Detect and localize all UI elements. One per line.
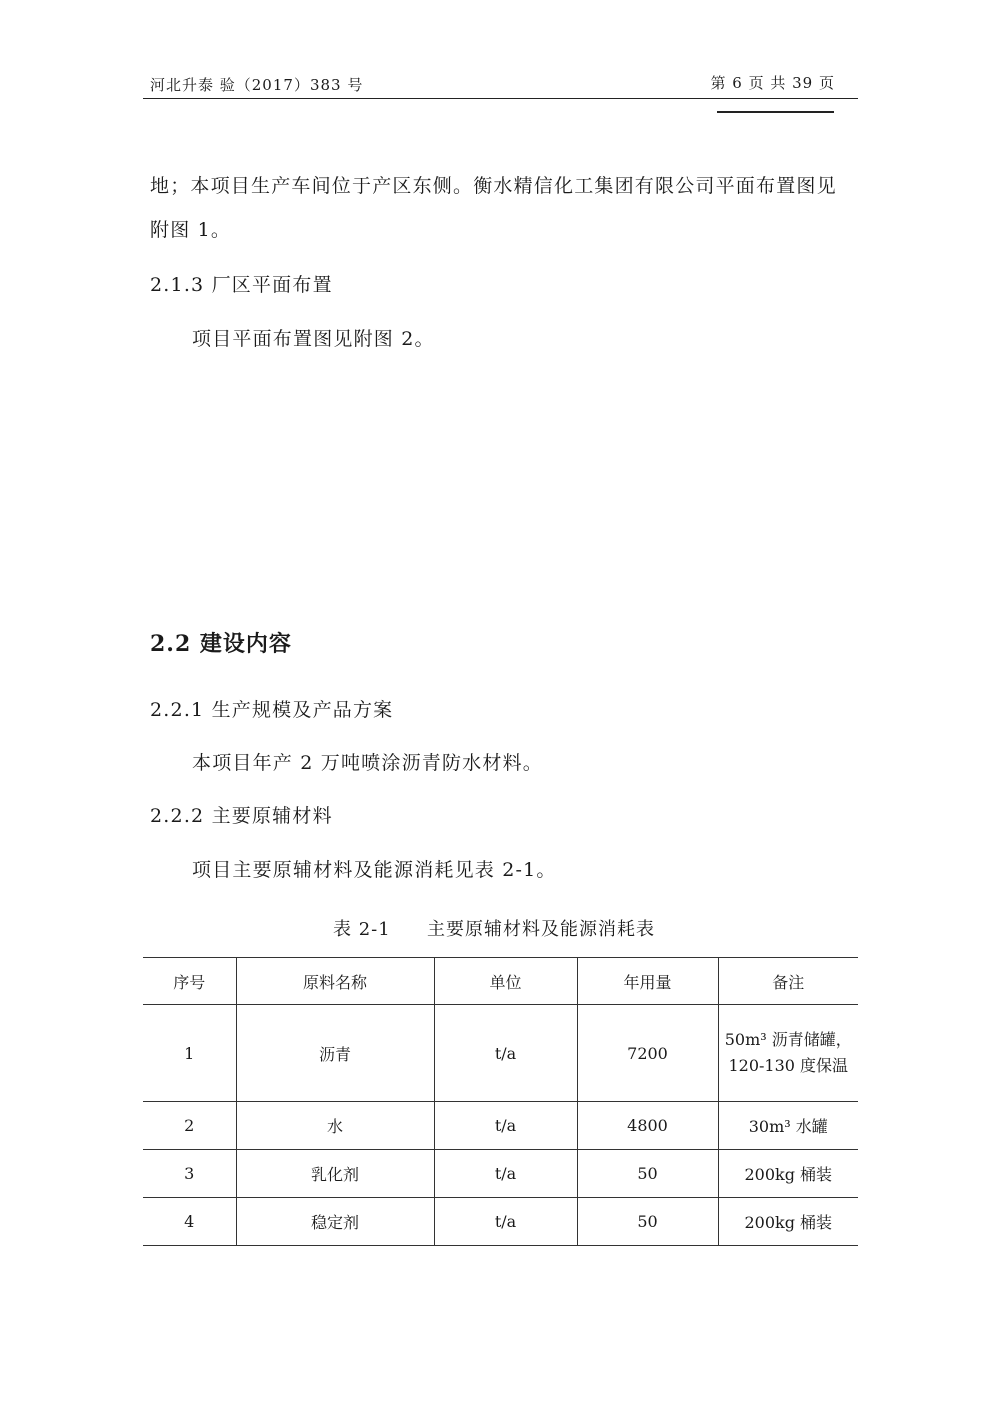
header-page-number: 第 6 页 共 39 页 [710,74,835,92]
column-header: 原料名称 [236,958,434,1005]
cell-no: 1 [143,1005,236,1102]
cell-name: 稳定剂 [236,1198,434,1246]
table-caption-number: 表 2-1 [333,919,391,940]
cell-amount: 50 [577,1198,718,1246]
table-header-row [143,958,858,1005]
section-heading-2-1-3: 2.1.3 厂区平面布置 [150,274,333,296]
cell-amount: 50 [577,1150,718,1198]
cell-name: 水 [236,1102,434,1150]
table-row [143,1005,858,1102]
cell-no: 3 [143,1150,236,1198]
column-header: 单位 [434,958,577,1005]
cell-unit: t/a [434,1150,577,1198]
table-row [143,1102,858,1150]
cell-amount: 7200 [577,1005,718,1102]
cell-name: 沥青 [236,1005,434,1102]
cell-note: 30m³ 水罐 [718,1102,858,1150]
cell-no: 2 [143,1102,236,1150]
section-heading-2-2-2: 2.2.2 主要原辅材料 [150,805,333,827]
table-row [143,1198,858,1246]
cell-note: 200kg 桶装 [718,1150,858,1198]
cell-no: 4 [143,1198,236,1246]
cell-unit: t/a [434,1198,577,1246]
cell-amount: 4800 [577,1102,718,1150]
cell-unit: t/a [434,1102,577,1150]
header-rule [143,98,858,99]
paragraph: 项目平面布置图见附图 2。 [192,328,435,350]
table-row [143,1150,858,1198]
cell-unit: t/a [434,1005,577,1102]
header-short-rule [717,111,834,113]
paragraph-line: 地；本项目生产车间位于产区东侧。衡水精信化工集团有限公司平面布置图见 [150,175,837,197]
section-heading-2-2-1: 2.2.1 生产规模及产品方案 [150,699,394,721]
column-header: 年用量 [577,958,718,1005]
paragraph-line: 附图 1。 [150,219,232,241]
cell-note: 50m³ 沥青储罐，120-130 度保温 [718,1005,858,1102]
paragraph: 本项目年产 2 万吨喷涂沥青防水材料。 [192,752,543,774]
cell-name: 乳化剂 [236,1150,434,1198]
table-caption-title: 主要原辅材料及能源消耗表 [427,919,655,940]
cell-note: 200kg 桶装 [718,1198,858,1246]
column-header: 备注 [718,958,858,1005]
column-header: 序号 [143,958,236,1005]
materials-table [143,957,858,1246]
header-doc-number: 河北升泰 验（2017）383 号 [150,76,364,94]
section-heading-2-2: 2.2 建设内容 [150,631,292,657]
paragraph: 项目主要原辅材料及能源消耗见表 2-1。 [192,859,557,881]
